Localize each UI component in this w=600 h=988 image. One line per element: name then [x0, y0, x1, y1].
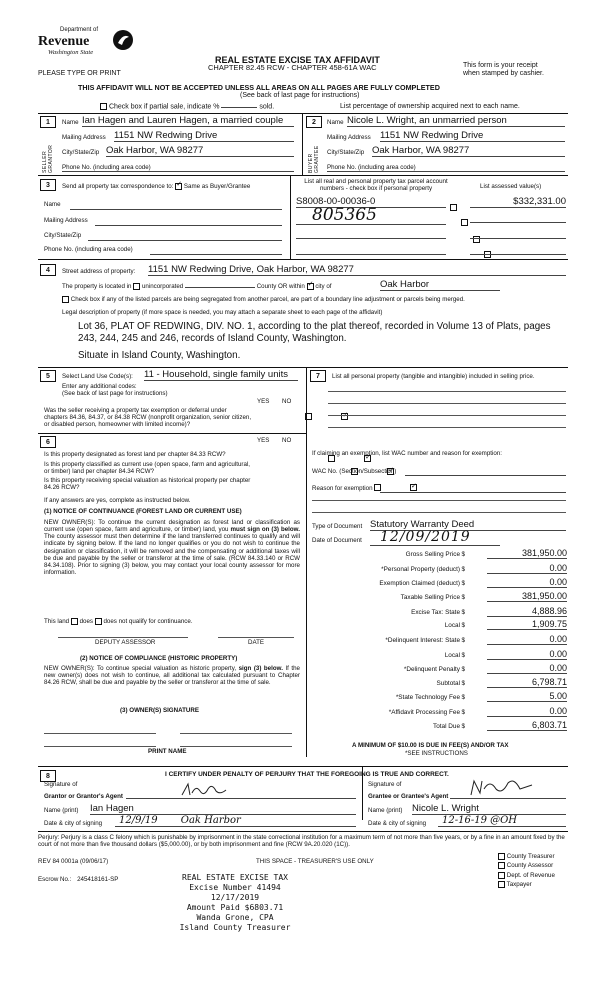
assessed-value-3[interactable]	[470, 232, 566, 239]
notice-2-body-c: If the new owner(s) does not wish to continue, all additional tax calculated pursuant to Chapter 84.26 RCW, shall be due and payable by the seller or transferor at the time of sale.	[44, 665, 300, 687]
assessed-value-4[interactable]	[470, 248, 566, 255]
personal-property-label: List all personal property (tangible and intangible) included in selling price.	[332, 373, 535, 380]
perjury-notice: Perjury: Perjury is a class C felony which is punishable by imprisonment in the state correctional institution for a maximum term of not more than five years, or by a fine in an amount fixed by the court of not more than five thousand dollars ($5,000.00), or by both imprisonment and fine (RCW 9A.20.020 (1C)).	[38, 834, 565, 849]
see-instructions-note: *SEE INSTRUCTIONS	[405, 750, 468, 757]
segregated-label: Check box if any of the listed parcels are being segregated from another parcel, are part of a boundary line adjustment or parcels being merged.	[70, 296, 465, 304]
section-6-number: 6	[40, 436, 56, 448]
grantee-date-label: Date & city of signing	[368, 820, 427, 827]
buyer-city-label: City/State/Zip	[327, 149, 365, 156]
this-land-label: This land	[44, 618, 70, 626]
doc-date-label: Date of Document	[312, 537, 362, 544]
assessed-value-1[interactable]: $332,331.00	[470, 197, 566, 208]
personal-property-line-3[interactable]	[328, 415, 566, 416]
partial-sale-checkbox[interactable]	[100, 103, 107, 110]
exemption-reason-label: Reason for exemption	[312, 485, 373, 492]
print-name-label: PRINT NAME	[148, 748, 187, 755]
correspondence-name-field[interactable]	[70, 203, 282, 210]
grantor-name-field[interactable]: Ian Hagen	[90, 804, 356, 815]
seller-name-field[interactable]: Ian Hagen and Lauren Hagen, a married couple	[82, 116, 294, 127]
doc-type-field[interactable]: Statutory Warranty Deed	[370, 520, 566, 531]
interest-state-dollar: $	[461, 637, 465, 644]
gross-price-field[interactable]: 381,950.00	[487, 548, 567, 559]
land-qualify-row	[44, 618, 193, 625]
copy-county-assessor: County Assessor	[498, 862, 555, 869]
county-or-within-label: County OR within	[256, 283, 305, 291]
see-instructions: (See back of last page for instructions)	[240, 92, 360, 99]
owner-print-line-1[interactable]	[44, 746, 156, 747]
land-does-not-checkbox[interactable]	[95, 618, 102, 625]
wac-number-field[interactable]	[405, 470, 566, 476]
notice-1-body	[44, 519, 300, 576]
escrow-row	[38, 876, 118, 883]
owner-signature-line-2[interactable]	[180, 733, 292, 734]
taxable-price-dollar: $	[461, 594, 465, 601]
grantee-agent-label: Grantee or Grantee's Agent	[368, 793, 449, 800]
land-use-label: Select Land Use Code(s):	[62, 373, 133, 380]
logo-state: Washington State	[48, 49, 94, 56]
correspondence-phone-label: Phone No. (including area code)	[44, 246, 133, 253]
total-due-dollar: $	[461, 723, 465, 730]
copy-2-checkbox[interactable]	[498, 862, 505, 869]
property-location	[62, 283, 332, 290]
section-5-number: 5	[40, 370, 56, 382]
grantee-signature-image	[468, 777, 538, 797]
seller-name-label: Name	[62, 119, 79, 126]
dor-logo	[38, 27, 138, 67]
parcel-number-1[interactable]: S8008-00-00036-0	[296, 197, 446, 208]
exemption-deduct-field[interactable]: 0.00	[487, 577, 567, 588]
correspondence-mailing-field[interactable]	[95, 219, 282, 226]
interest-state-label: *Delinquent Interest: State	[385, 637, 460, 644]
buyer-name-label: Name	[327, 119, 344, 126]
exemption-deduct-dollar: $	[461, 580, 465, 587]
wac-number-label: WAC No. (Section/Subsection)	[312, 468, 397, 475]
interest-local-label: Local	[444, 652, 460, 659]
stamp-line-3: 12/17/2019	[210, 893, 260, 902]
stamp-line-1: REAL ESTATE EXCISE TAX	[182, 873, 288, 882]
copy-1-checkbox[interactable]	[498, 853, 505, 860]
personal-property-line-1[interactable]	[328, 391, 566, 392]
grantor-sig-of: Signature of	[44, 781, 78, 788]
grantor-date-value: 12/9/19	[119, 815, 158, 826]
city-of-label: city of	[315, 283, 332, 291]
notice-1-body-c: The county assessor must then determine if the land transferred continues to qualify and will indicate by signing below. If the land no longer qualifies or you do not wish to continue the designation or classification, it will be removed and the compensating or additional taxes will be due and payable by the seller or transferor at the time of sale. (RCW 84.33.140 or RCW 84.34.108). Prior to signing (3) below, you may contact your local county assessor for more information.	[44, 533, 300, 576]
penalty-field[interactable]: 0.00	[487, 663, 567, 674]
seller-mailing-label: Mailing Address	[62, 134, 106, 141]
escrow-label: Escrow No.:	[38, 876, 72, 883]
buyer-phone-field[interactable]: Phone No. (including area code)	[327, 164, 565, 172]
treasurer-space: THIS SPACE - TREASURER'S USE ONLY	[256, 858, 374, 865]
owner-signature-line-1[interactable]	[44, 733, 156, 734]
does-not-label: does not qualify for continuance.	[103, 618, 193, 626]
s6-question-2: Is this property classified as current use (open space, farm and agricultural, or timber) land per chapter 84.34 RCW?	[44, 461, 251, 476]
grantee-date-field[interactable]: 12-16-19 @OH	[438, 815, 566, 827]
section-3-number: 3	[40, 179, 56, 191]
send-label: Send all property tax correspondence to:	[62, 183, 174, 191]
located-label: The property is located in	[62, 283, 132, 291]
excise-local-label: Local	[444, 622, 460, 629]
s6-question-1: Is this property designated as forest land per chapter 84.33 RCW?	[44, 451, 226, 458]
stamp-line-6: Island County Treasurer	[179, 923, 291, 932]
correspondence-name-label: Name	[44, 201, 61, 208]
total-due-label: Total Due	[433, 723, 460, 730]
personal-deduct-dollar: $	[461, 566, 465, 573]
segregated-checkbox[interactable]	[62, 296, 69, 303]
send-correspondence	[62, 183, 250, 190]
grantee-signature-field[interactable]	[450, 781, 566, 799]
partial-sale-sold: sold.	[259, 103, 275, 111]
s5-q1-yes-checkbox[interactable]	[305, 413, 312, 420]
assessed-header: List assessed value(s)	[480, 183, 542, 190]
completion-warning: THIS AFFIDAVIT WILL NOT BE ACCEPTED UNLESS ALL AREAS ON ALL PAGES ARE FULLY COMPLETED	[78, 83, 440, 92]
treasurer-stamp	[175, 873, 295, 933]
stamp-line-5: Wanda Grone, CPA	[196, 913, 274, 922]
copy-dept-revenue: Dept. of Revenue	[498, 872, 555, 879]
interest-local-dollar: $	[461, 652, 465, 659]
legal-line-2: 243, 244, 245 and 246, records of Island County, Washington.	[78, 333, 347, 344]
taxable-price-field[interactable]: 381,950.00	[487, 591, 567, 602]
copy-taxpayer: Taxpayer	[498, 881, 555, 888]
escrow-number: 245418161-SP	[77, 876, 119, 883]
seller-phone-field[interactable]: Phone No. (including area code)	[62, 164, 294, 172]
excise-local-dollar: $	[461, 622, 465, 629]
notice-2-title: (2) NOTICE OF COMPLIANCE (HISTORIC PROPERTY)	[80, 655, 238, 662]
correspondence-mailing-label: Mailing Address	[44, 217, 88, 224]
section-8-number: 8	[40, 770, 56, 782]
grantee-name-label: Name (print)	[368, 807, 403, 814]
certify-statement: I CERTIFY UNDER PENALTY OF PERJURY THAT THE FOREGOING IS TRUE AND CORRECT.	[165, 771, 449, 778]
s6-question-3: Is this property receiving special valuation as historical property per chapter 84.26 RCW?	[44, 477, 251, 492]
total-due-field[interactable]: 6,803.71	[487, 720, 567, 731]
s5-yes-header: YES	[257, 398, 270, 405]
parcel-number-4[interactable]	[296, 248, 446, 255]
parcel-number-3[interactable]	[296, 232, 446, 239]
notice-1-body-b: must sign on (3) below.	[230, 526, 300, 534]
partial-sale-label: Check box if partial sale, indicate %	[108, 103, 220, 111]
type-or-print: PLEASE TYPE OR PRINT	[38, 70, 121, 77]
land-does-checkbox[interactable]	[71, 618, 78, 625]
excise-state-dollar: $	[461, 609, 465, 616]
buyer-mailing-field[interactable]: 1151 NW Redwing Drive	[380, 131, 565, 142]
subtotal-field[interactable]: 6,798.71	[487, 677, 567, 688]
grantor-date-label: Date & city of signing	[44, 820, 103, 827]
processing-fee-label: *Affidavit Processing Fee	[388, 709, 460, 716]
excise-state-field[interactable]: 4,888.96	[487, 606, 567, 617]
grantor-signature-image	[178, 781, 238, 799]
processing-fee-field[interactable]: 0.00	[487, 706, 567, 717]
grantee-sig-of: Signature of	[368, 781, 402, 788]
processing-fee-dollar: $	[461, 709, 465, 716]
parcel-2-personal-checkbox[interactable]	[461, 219, 468, 226]
receipt-note-2: when stamped by cashier.	[463, 70, 544, 77]
section-1-number: 1	[40, 116, 56, 128]
grantor-date-field[interactable]	[115, 815, 356, 827]
city-of-field[interactable]: Oak Harbor	[380, 280, 500, 291]
copy-3-checkbox[interactable]	[498, 872, 505, 879]
exemption-deduct-label: Exemption Claimed (deduct)	[379, 580, 460, 587]
same-as-buyer-label: Same as Buyer/Grantee	[183, 183, 251, 191]
dor-emblem-icon	[112, 29, 134, 51]
correspondence-city-label: City/State/Zip	[44, 232, 82, 239]
exemption-claim-label: If claiming an exemption, list WAC number and reason for exemption:	[312, 450, 502, 457]
stamp-line-2: Excise Number 41494	[189, 883, 281, 892]
buyer-side-label: BUYER GRANTEE	[308, 145, 320, 173]
owner-signature-title: (3) OWNER(S) SIGNATURE	[120, 707, 199, 714]
street-address-field[interactable]: 1151 NW Redwing Drive, Oak Harbor, WA 98277	[148, 265, 566, 276]
does-label: does	[79, 618, 93, 626]
grantor-name-label: Name (print)	[44, 807, 79, 814]
notice-1-title: (1) NOTICE OF CONTINUANCE (FOREST LAND OR CURRENT USE)	[44, 508, 242, 515]
within-city-checkbox[interactable]	[307, 283, 314, 290]
interest-state-field[interactable]: 0.00	[487, 634, 567, 645]
notice-2-body	[44, 665, 300, 686]
receipt-note-1: This form is your receipt	[463, 62, 538, 69]
form-title: REAL ESTATE EXCISE TAX AFFIDAVIT	[215, 55, 380, 65]
logo-dept: Department of	[60, 27, 99, 33]
seller-city-field[interactable]: Oak Harbor, WA 98277	[106, 146, 294, 157]
grantor-signature-field[interactable]	[126, 781, 356, 799]
tech-fee-dollar: $	[461, 694, 465, 701]
s6-if-yes: If any answers are yes, complete as instructed below.	[44, 497, 191, 504]
personal-deduct-field[interactable]: 0.00	[487, 563, 567, 574]
grantor-agent-label: Grantor or Grantor's Agent	[44, 793, 123, 800]
assessed-value-2[interactable]	[470, 216, 566, 223]
subtotal-dollar: $	[461, 680, 465, 687]
form-chapter: CHAPTER 82.45 RCW - CHAPTER 458-61A WAC	[208, 63, 377, 72]
parcel-number-2[interactable]: 805365	[296, 206, 446, 225]
section-7-number: 7	[310, 370, 326, 382]
notice-2-body-a: NEW OWNER(S): To continue special valuation as historic property,	[44, 665, 237, 672]
additional-codes: Enter any additional codes:	[62, 383, 137, 390]
s6-no-header: NO	[282, 437, 292, 444]
tech-fee-label: *State Technology Fee	[395, 694, 460, 701]
unincorporated-label: unincorporated	[141, 283, 184, 291]
excise-state-label: Excise Tax: State	[411, 609, 460, 616]
gross-price-label: Gross Selling Price	[405, 551, 460, 558]
form-revision: REV 84 0001a (09/06/17)	[38, 858, 109, 865]
correspondence-city-field[interactable]	[88, 234, 282, 241]
copy-county-treasurer: County Treasurer	[498, 853, 555, 860]
doc-date-field[interactable]: 12/09/2019	[370, 529, 500, 546]
buyer-city-field[interactable]: Oak Harbor, WA 98277	[372, 146, 565, 157]
legal-line-3: Situate in Island County, Washington.	[78, 350, 241, 361]
tech-fee-field[interactable]: 5.00	[487, 691, 567, 702]
unincorporated-checkbox[interactable]	[133, 283, 140, 290]
personal-property-line-2[interactable]	[328, 403, 566, 404]
land-use-field[interactable]: 11 - Household, single family units	[144, 370, 298, 381]
parcel-header: List all real and personal property tax parcel account numbers - check box if personal property	[304, 178, 448, 193]
owner-print-line-2[interactable]	[180, 746, 292, 747]
buyer-mailing-label: Mailing Address	[327, 134, 371, 141]
partial-sale	[100, 103, 274, 111]
excise-local-field[interactable]: 1,909.75	[487, 619, 567, 630]
same-as-buyer-checkbox[interactable]	[175, 183, 182, 190]
personal-deduct-label: *Personal Property (deduct)	[381, 566, 460, 573]
seller-mailing-field[interactable]: 1151 NW Redwing Drive	[114, 131, 294, 142]
gross-price-dollar: $	[461, 551, 465, 558]
section-4-number: 4	[40, 264, 56, 276]
s6-yes-header: YES	[257, 437, 270, 444]
subtotal-label: Subtotal	[436, 680, 460, 687]
penalty-dollar: $	[461, 666, 465, 673]
additional-note: (See back of last page for instructions)	[62, 390, 168, 397]
interest-local-field[interactable]: 0.00	[487, 649, 567, 660]
taxable-price-label: Taxable Selling Price	[400, 594, 460, 601]
exemption-reason-field[interactable]	[380, 487, 566, 493]
legal-label: Legal description of property (if more space is needed, you may attach a separate sheet to each page of the affidavit)	[62, 309, 383, 316]
s5-question-1: Was the seller receiving a property tax exemption or deferral under chapters 84.36, 84.37, or 84.38 RCW (nonprofit organization, senior citizen, or disabled person, homeowner with limited income)?	[44, 407, 252, 429]
copy-4-checkbox[interactable]	[498, 881, 505, 888]
segregated-row	[62, 296, 465, 303]
deputy-date-label: DATE	[248, 639, 265, 646]
section-2-number: 2	[306, 116, 322, 128]
logo-name: Revenue	[38, 34, 90, 49]
stamp-line-4: Amount Paid $6803.71	[186, 903, 284, 912]
grantor-city-value: Oak Harbor	[180, 815, 241, 826]
street-label: Street address of property:	[62, 268, 136, 275]
seller-city-label: City/State/Zip	[62, 149, 100, 156]
grantee-name-field[interactable]: Nicole L. Wright	[412, 804, 566, 815]
seller-side-label: SELLER GRANTOR	[42, 144, 54, 173]
legal-line-1: Lot 36, PLAT OF REDWING, DIV. NO. 1, according to the plat thereof, recorded in Volume 13 of Plats, pages	[78, 321, 551, 332]
notice-2-body-b: sign (3) below.	[238, 665, 283, 672]
s5-no-header: NO	[282, 398, 292, 405]
personal-property-line-4[interactable]	[328, 427, 566, 428]
copy-distribution	[498, 853, 555, 888]
correspondence-phone-field[interactable]	[150, 248, 282, 255]
deputy-assessor-label: DEPUTY ASSESSOR	[95, 639, 156, 646]
buyer-name-field[interactable]: Nicole L. Wright, an unmarried person	[347, 116, 565, 127]
ownership-note: List percentage of ownership acquired next to each name.	[340, 103, 520, 110]
doc-type-label: Type of Document	[312, 523, 363, 530]
parcel-1-personal-checkbox[interactable]	[450, 204, 457, 211]
minimum-due-note: A MINIMUM OF $10.00 IS DUE IN FEE(S) AND/OR TAX	[352, 742, 509, 749]
notice-1-body-a: NEW OWNER(S): To continue the current designation as forest land or classification as current use (open space, farm and agriculture, or timber) land, you	[44, 519, 300, 534]
penalty-label: *Delinquent Penalty	[403, 666, 460, 673]
